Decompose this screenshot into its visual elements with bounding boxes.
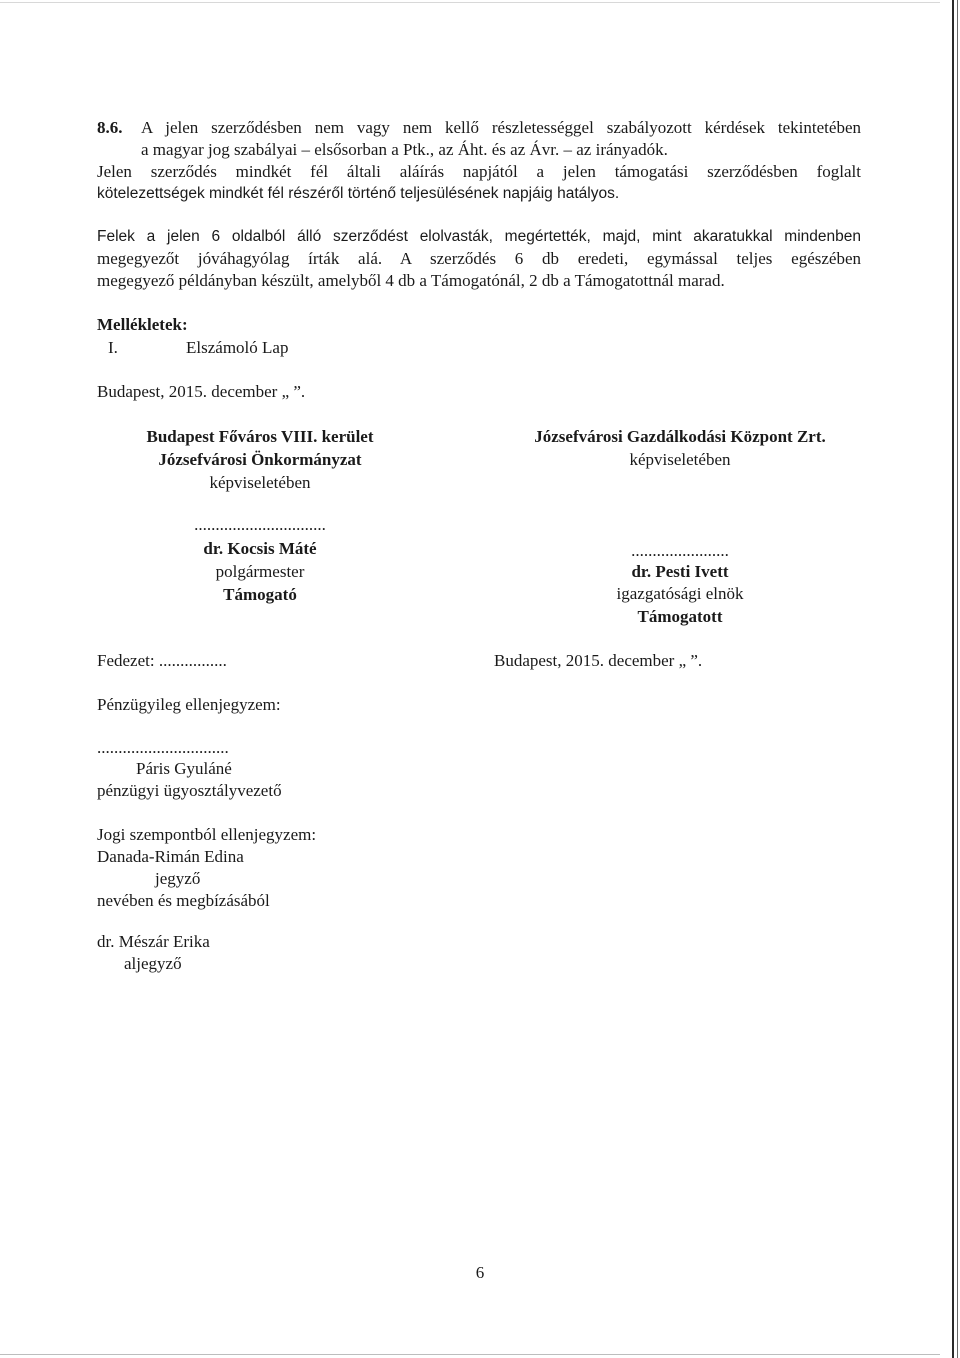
section-text-line-2: a magyar jog szabályai – elsősorban a Ptk., az Áht. és az Ávr. – az irányadók. bbox=[141, 140, 668, 159]
legal-signatory-name: Danada-Rimán Edina bbox=[97, 847, 244, 866]
financial-signatory-title: pénzügyi ügyosztályvezető bbox=[97, 781, 282, 800]
attachments-heading: Mellékletek: bbox=[97, 315, 188, 334]
right-signatory-title: igazgatósági elnök bbox=[616, 584, 744, 603]
parties-paragraph-line-3: megegyező példányban készült, amelyből 4 db a Támogatónál, 2 db a Támogatottnál marad. bbox=[97, 271, 725, 290]
deputy-title: aljegyző bbox=[124, 954, 182, 973]
section-text-line-3: Jelen szerződés mindkét fél általi aláírás napjától a jelen támogatási szerződésben foglalt bbox=[97, 162, 861, 181]
financial-signature-line: ............................... bbox=[97, 738, 229, 757]
left-signature-line: ............................... bbox=[194, 515, 326, 534]
section-number: 8.6. bbox=[97, 118, 123, 137]
right-signatory-name: dr. Pesti Ivett bbox=[631, 562, 729, 581]
left-party-role: Támogató bbox=[223, 585, 297, 604]
place-date-left: Budapest, 2015. december „ ”. bbox=[97, 382, 306, 401]
page-number: 6 bbox=[475, 1263, 485, 1282]
left-party-name-line-1: Budapest Főváros VIII. kerület bbox=[146, 427, 374, 446]
legal-signatory-title: jegyző bbox=[155, 869, 201, 888]
parties-paragraph-line-1: Felek a jelen 6 oldalból álló szerződést elolvasták, megértették, majd, mint akaratukkal mindenben bbox=[97, 228, 861, 245]
left-party-name-line-2: Józsefvárosi Önkormányzat bbox=[158, 450, 362, 469]
left-signatory-name: dr. Kocsis Máté bbox=[203, 539, 317, 558]
scan-edge-right-outer bbox=[957, 0, 958, 1358]
attachment-number: I. bbox=[108, 338, 118, 357]
coverage-line: Fedezet: ................ bbox=[97, 651, 227, 670]
left-party-represented: képviseletében bbox=[209, 473, 311, 492]
right-party-role: Támogatott bbox=[637, 607, 723, 626]
scan-edge-bottom bbox=[0, 1354, 940, 1355]
section-text-line-4: kötelezettségek mindkét fél részéről történő teljesülésének napjáig hatályos. bbox=[97, 185, 620, 202]
section-text-line-1: A jelen szerződésben nem vagy nem kellő részletességgel szabályozott kérdések tekintetében bbox=[141, 118, 861, 137]
legal-on-behalf: nevében és megbízásából bbox=[97, 891, 270, 910]
right-party-represented: képviseletében bbox=[629, 450, 731, 469]
attachment-label: Elszámoló Lap bbox=[186, 338, 289, 357]
left-signatory-title: polgármester bbox=[215, 562, 305, 581]
financial-countersign-label: Pénzügyileg ellenjegyzem: bbox=[97, 695, 281, 714]
financial-signatory-name: Páris Gyuláné bbox=[136, 759, 232, 778]
scan-edge-top bbox=[0, 2, 940, 3]
parties-paragraph-line-2: megegyezőt jóváhagyólag írták alá. A szerződés 6 db eredeti, egymással teljes egészében bbox=[97, 249, 861, 268]
right-party-name: Józsefvárosi Gazdálkodási Központ Zrt. bbox=[534, 427, 826, 446]
deputy-name: dr. Mészár Erika bbox=[97, 932, 210, 951]
right-signature-line: ....................... bbox=[631, 541, 729, 560]
scan-edge-right bbox=[952, 0, 954, 1358]
place-date-right: Budapest, 2015. december „ ”. bbox=[494, 651, 703, 670]
legal-countersign-label: Jogi szempontból ellenjegyzem: bbox=[97, 825, 317, 844]
